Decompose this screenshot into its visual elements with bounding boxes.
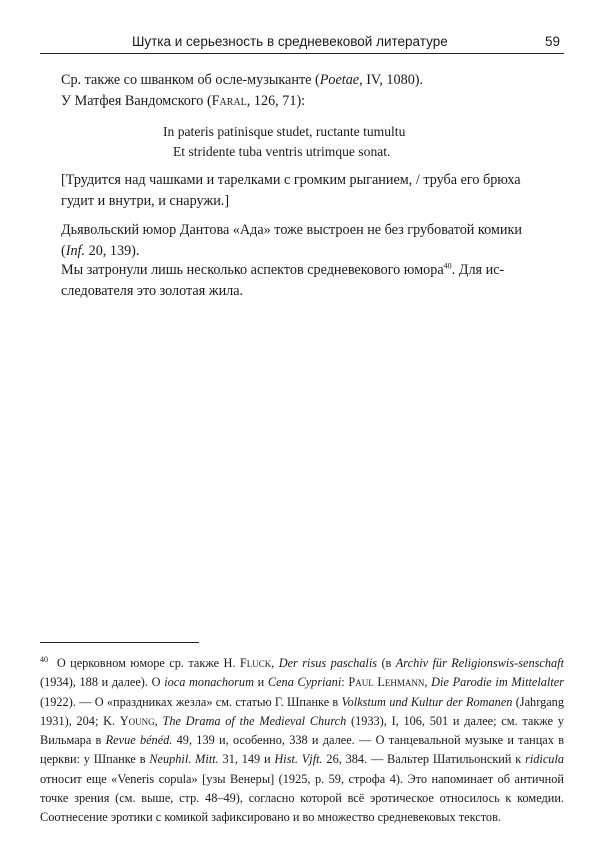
paragraph-3 xyxy=(61,260,564,301)
text: 31, 149 и xyxy=(218,752,275,767)
text: относит еще «Veneris copula» [узы Венеры] (1925, p. 59, строфа 4). Это напоминает об античной точке зрения (см. выше, стр. 48–49), согласно которой всё эротическое относилось к комедии. Соотнесение эротики с комикой зафиксировано и во множество средневековых текстов. xyxy=(40,771,564,825)
text: (Jahrgang 1931), 204; K. xyxy=(40,694,564,728)
text: (1934), 188 и далее). О xyxy=(40,675,165,690)
translation-line-1: [Трудится над чашками и тарелками с громким рыганием, / труба его брюха xyxy=(61,172,521,188)
italic-text: Die Parodie im Mittelalter xyxy=(431,675,564,690)
para3-line2: следователя это золотая жила. xyxy=(61,282,244,299)
para3-line1 xyxy=(61,260,564,281)
para1-line1 xyxy=(61,70,564,91)
para1-line2 xyxy=(61,91,564,112)
text: . Для ис- xyxy=(451,262,505,278)
text: , 126, 71): xyxy=(246,92,306,109)
italic-text: Hist. Vjft. xyxy=(274,752,323,767)
footnote-divider xyxy=(40,642,199,643)
italic-text: The Drama of the Medieval Church xyxy=(162,713,347,728)
text: 20, 139). xyxy=(85,242,140,259)
italic-text: Volkstum und Kultur der Romanen xyxy=(341,694,513,709)
text: 26, 384. — Вальтер Шатильонский к xyxy=(322,752,526,767)
italic-text: Der risus paschalis xyxy=(278,656,378,670)
smallcaps-text: Young xyxy=(119,713,155,728)
text: У Матфея Вандомского ( xyxy=(61,92,212,109)
italic-text: Cena Cypriani xyxy=(267,675,342,690)
italic-text: Neuphil. Mitt. xyxy=(149,752,219,767)
text: (1922). — О «праздниках жезла» см. статью Г. Шпанке в xyxy=(40,694,342,709)
translation-line-2: гудит и внутри, и снаружи.] xyxy=(61,192,230,209)
smallcaps-text: Fluck xyxy=(239,656,272,670)
text: (в xyxy=(377,656,396,670)
text: и xyxy=(253,675,268,690)
page-number: 59 xyxy=(544,34,560,49)
italic-text: ioca monachorum xyxy=(164,675,254,690)
running-header xyxy=(40,33,564,54)
smallcaps-text: Paul Lehmann xyxy=(348,675,425,690)
text: : xyxy=(341,675,349,690)
footnote-ref[interactable]: 40 xyxy=(443,261,452,271)
text: Мы затронули лишь несколько аспектов средневекового юмора xyxy=(61,262,444,278)
latin-verse xyxy=(163,122,405,162)
footnote-40 xyxy=(40,654,564,828)
footnote-number: 40 xyxy=(40,654,48,664)
text: , xyxy=(154,713,163,728)
italic-text: ridicula xyxy=(525,752,565,767)
text: , IV, 1080). xyxy=(359,72,424,88)
text: , xyxy=(424,675,432,690)
text: , xyxy=(271,656,279,670)
running-title: Шутка и серьезность в средневековой литературе xyxy=(132,34,448,49)
text: 49, 139 и, особенно, 338 и далее. — О танцевальной музыке и танцах в церкви: у Шпанке в xyxy=(40,733,564,767)
text: ( xyxy=(61,242,66,259)
text: (1933), I, 106, 501 и далее; см. также у Вильмара в xyxy=(40,713,564,748)
para2-line1: Дьявольский юмор Дантова «Ада» тоже выстроен не без грубоватой комики xyxy=(61,222,522,238)
text: Ср. также со шванком об осле-музыканте ( xyxy=(61,72,320,88)
text: О церковном юморе ср. также H. xyxy=(56,656,240,670)
italic-text: Poetae xyxy=(319,72,360,88)
verse-line-2: Et stridente tuba ventris utrimque sonat. xyxy=(173,144,391,159)
italic-text: Inf. xyxy=(65,242,86,259)
smallcaps-text: Faral xyxy=(211,92,247,109)
translation xyxy=(61,170,564,211)
paragraph-1 xyxy=(61,70,564,111)
para2-line2 xyxy=(61,241,564,262)
paragraph-2 xyxy=(61,220,564,261)
italic-text: Archiv für Religionswis-senschaft xyxy=(395,656,564,670)
italic-text: Revue bénéd. xyxy=(105,733,173,748)
verse-line-1: In pateris patinisque studet, ructante tumultu xyxy=(163,124,406,139)
